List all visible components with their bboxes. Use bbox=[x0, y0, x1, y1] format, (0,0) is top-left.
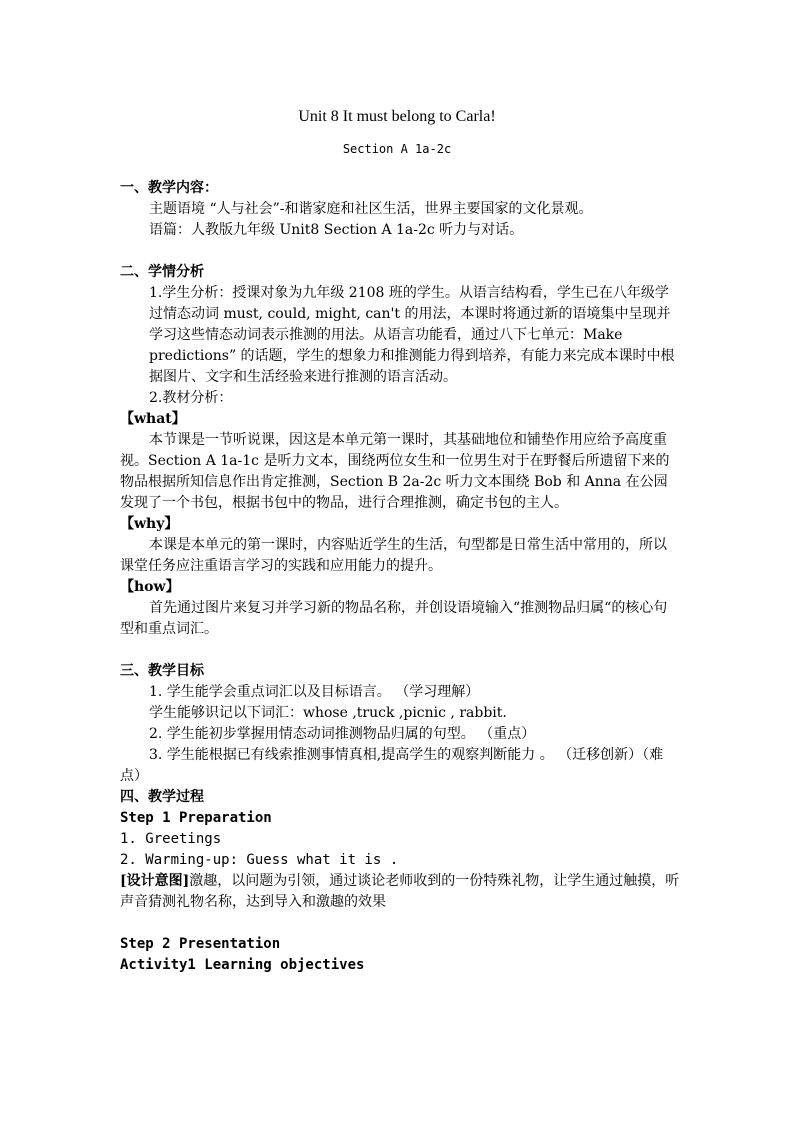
goal-3: 3. 学生能根据已有线索推测事情真相,提高学生的观察判断能力 。 （迁移创新）（难点） bbox=[120, 747, 664, 784]
section1-line-text: 语篇：人教版九年级 Unit8 Section A 1a-2c 听力与对话。 bbox=[149, 222, 524, 238]
what-tag: 【what】 bbox=[120, 411, 186, 427]
how-tag: 【how】 bbox=[120, 579, 180, 595]
goal-2: 2. 学生能初步掌握用情态动词推测物品归属的句型。 （重点） bbox=[149, 726, 536, 742]
section1-line-theme: 主题语境 “人与社会”-和谐家庭和社区生活，世界主要国家的文化景观。 bbox=[149, 201, 593, 217]
step1-item-greetings: 1. Greetings bbox=[120, 831, 222, 847]
step2-heading: Step 2 Presentation bbox=[120, 936, 281, 952]
step1-heading: Step 1 Preparation bbox=[120, 810, 272, 826]
section2-heading: 二、学情分析 bbox=[120, 264, 204, 280]
why-paragraph: 本课是本单元的第一课时，内容贴近学生的生活，句型都是日常生活中常用的，所以课堂任务应注重语言学习的实践和应用能力的提升。 bbox=[120, 537, 667, 574]
how-paragraph: 首先通过图片来复习并学习新的物品名称，并创设语境输入“推测物品归属“的核心句型和重点词汇。 bbox=[120, 600, 668, 637]
design-intent-text: 激趣，以问题为引领，通过谈论老师收到的一份特殊礼物，让学生通过触摸，听声音猜测礼物名称，达到导入和激趣的效果 bbox=[120, 873, 680, 910]
document-title: Unit 8 It must belong to Carla! bbox=[298, 108, 496, 125]
section1-heading: 一、教学内容： bbox=[120, 180, 218, 196]
section4-heading: 四、教学过程 bbox=[120, 789, 204, 805]
step1-item-warming-up: 2. Warming-up: Guess what it is . bbox=[120, 852, 399, 868]
activity1-heading: Activity1 Learning objectives bbox=[120, 957, 365, 973]
goal-1: 1. 学生能学会重点词汇以及目标语言。 （学习理解） bbox=[149, 684, 480, 700]
section3-heading: 三、教学目标 bbox=[120, 663, 204, 679]
design-intent-tag: [设计意图] bbox=[120, 873, 190, 889]
spacer bbox=[120, 913, 680, 934]
material-analysis-label: 2.教材分析： bbox=[149, 390, 233, 406]
goal-1-detail: 学生能够识记以下词汇：whose ,truck ,picnic , rabbit. bbox=[149, 705, 507, 721]
document-body bbox=[120, 178, 680, 976]
what-paragraph: 本节课是一节听说课，因这是本单元第一课时，其基础地位和铺垫作用应给予高度重视。Section A 1a-1c 是听力文本，围绕两位女生和一位男生对于在野餐后所遗留下来的物品根据所知信息作出肯定推测，Section B 2a-2c 听力文本围绕 Bob 和 Anna 在公园发现了一个书包，根据书包中的物品，进行合理推测，确定书包的主人。 bbox=[120, 432, 670, 511]
why-tag: 【why】 bbox=[120, 516, 179, 532]
design-intent bbox=[120, 871, 680, 913]
document-subtitle: Section A 1a-2c bbox=[342, 142, 452, 156]
student-analysis: 1.学生分析：授课对象为九年级 2108 班的学生。从语言结构看，学生已在八年级学过情态动词 must, could, might, can't 的用法，本课时将通过新的语境集中呈现并学习这些情态动词表示推测的用法。从语言功能看，通过八下七单元：Make predictions” 的话题，学生的想象力和推测能力得到培养，有能力来完成本课时中根据图片、文字和生活经验来进行推测的语言活动。 bbox=[149, 285, 675, 385]
